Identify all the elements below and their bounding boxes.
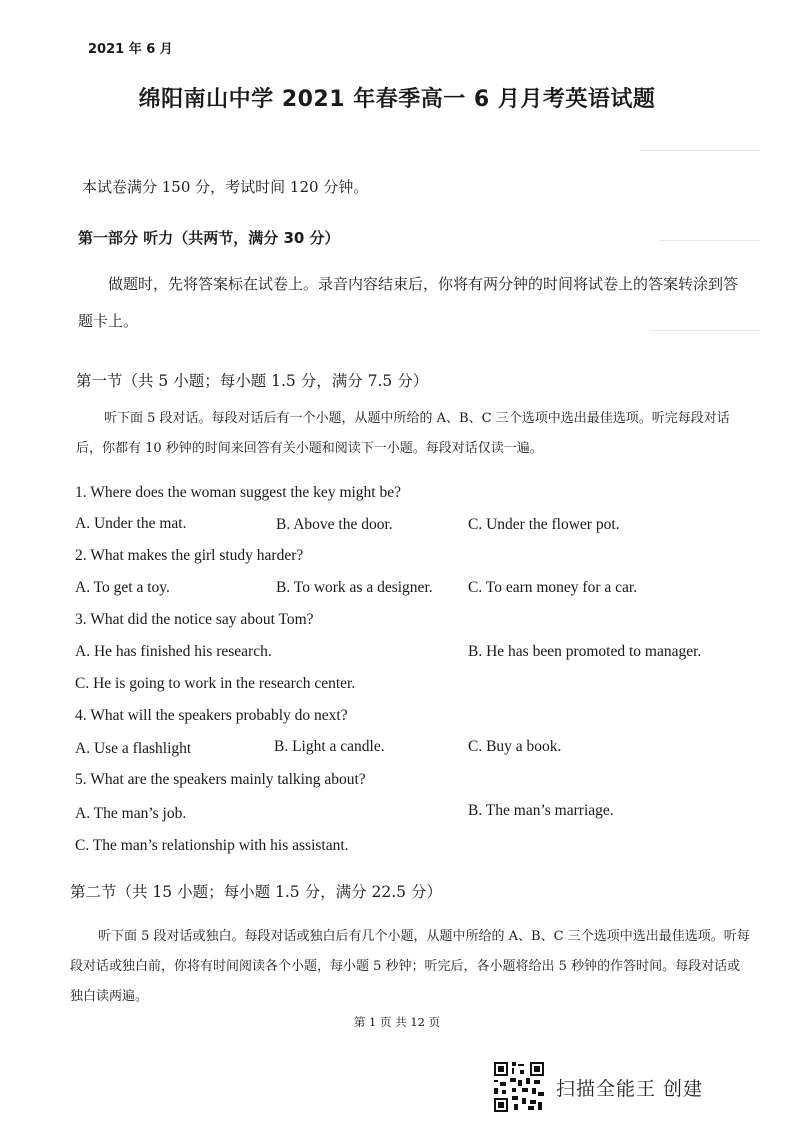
section1-instruction: 听下面 5 段对话。每段对话后有一个小题，从题中所给的 A、B、C 三个选项中选出最佳选项。听完每段对话后，你都有 10 秒钟的时间来回答有关小题和阅读下一小题。每段对话仅读一遍。 <box>76 411 730 456</box>
part1-instruction: 做题时，先将答案标在试卷上。录音内容结束后，你将有两分钟的时间将试卷上的答案转涂到答题卡上。 <box>78 275 739 330</box>
option-b: B. To work as a designer. <box>276 579 433 596</box>
question-stem: 2. What makes the girl study harder? <box>75 547 304 564</box>
question-stem: 1. Where does the woman suggest the key might be? <box>75 484 401 501</box>
part1-heading: 第一部分 听力（共两节，满分 30 分） <box>78 229 340 247</box>
question-stem: 5. What are the speakers mainly talking about? <box>75 771 366 788</box>
option-a: A. Under the mat. <box>75 515 187 532</box>
option-b: B. The man’s marriage. <box>468 802 614 819</box>
option-c: C. Under the flower pot. <box>468 516 620 533</box>
option-c: C. He is going to work in the research center. <box>75 675 356 692</box>
option-b: B. He has been promoted to manager. <box>468 643 702 660</box>
section2-instruction: 听下面 5 段对话或独白。每段对话或独白后有几个小题，从题中所给的 A、B、C 三个选项中选出最佳选项。听每段对话或独白前，你将有时间阅读各个小题，每小题 5 秒钟；听完后，各小题将给出 5 秒钟的作答时间。每段对话或独白读两遍。 <box>70 929 750 1004</box>
option-c: C. The man’s relationship with his assistant. <box>75 837 349 854</box>
section2-heading: 第二节（共 15 小题；每小题 1.5 分，满分 22.5 分） <box>70 883 442 901</box>
scan-artifact <box>660 240 760 241</box>
question-stem: 4. What will the speakers probably do next? <box>75 707 348 724</box>
question-stem: 3. What did the notice say about Tom? <box>75 611 314 628</box>
scan-artifact <box>640 150 760 151</box>
option-a: A. The man’s job. <box>75 805 187 822</box>
option-a: A. Use a flashlight <box>75 740 192 757</box>
page-footer: 第 1 页 共 12 页 <box>353 1015 441 1029</box>
scanner-watermark: 扫描全能王 创建 <box>556 1078 704 1100</box>
exam-intro: 本试卷满分 150 分，考试时间 120 分钟。 <box>82 178 369 196</box>
option-c: C. Buy a book. <box>468 738 562 755</box>
option-a: A. He has finished his research. <box>75 643 272 660</box>
option-c: C. To earn money for a car. <box>468 579 638 596</box>
option-b: B. Above the door. <box>276 516 393 533</box>
exam-title: 绵阳南山中学 2021 年春季高一 6 月月考英语试题 <box>138 87 656 112</box>
qr-code-icon <box>494 1062 544 1112</box>
option-b: B. Light a candle. <box>274 738 385 755</box>
option-a: A. To get a toy. <box>75 579 170 596</box>
exam-date: 2021 年 6 月 <box>88 42 173 57</box>
section1-heading: 第一节（共 5 小题；每小题 1.5 分，满分 7.5 分） <box>76 372 429 390</box>
